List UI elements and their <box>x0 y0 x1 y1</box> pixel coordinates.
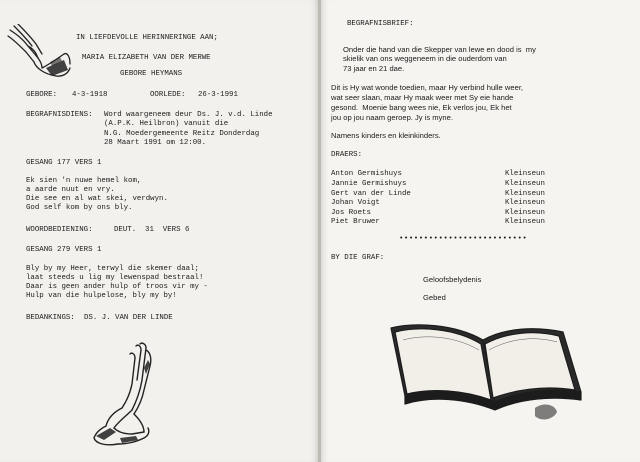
creed-item: Geloofsbelydenis <box>423 275 482 284</box>
hymn1-line: God self kom by ons bly. <box>26 204 133 212</box>
sermon-reference: DEUT. 31 VERS 6 <box>114 226 190 234</box>
verse-line: wat seer slaan, maar Hy maak weer met Sy eie hande <box>331 93 514 102</box>
verse-line: jou op jou naam geroep. Jy is myne. <box>331 113 453 122</box>
bearer-name: Johan Voigt <box>331 199 380 207</box>
open-bible-icon <box>385 320 585 430</box>
born-label: GEBORE: <box>26 91 58 99</box>
hymn1-line: Ek sien 'n nuwe hemel kom, <box>26 177 142 185</box>
from-line: Namens kinders en kleinkinders. <box>331 131 441 140</box>
deceased-name: MARIA ELIZABETH VAN DER MERWE <box>82 54 211 62</box>
maiden-name: GEBORE HEYMANS <box>120 70 183 78</box>
bearer-name: Anton Germishuys <box>331 170 402 178</box>
bearer-relation: Kleinseun <box>505 170 545 178</box>
bearer-relation: Kleinseun <box>505 209 545 217</box>
hymn2-title: GESANG 279 VERS 1 <box>26 246 102 254</box>
hymn2-line: Bly by my Heer, terwyl die skemer daal; <box>26 265 199 273</box>
bearer-relation: Kleinseun <box>505 218 545 226</box>
intro-line: skielik van ons weggeneem in die ouderdom van <box>343 54 507 63</box>
praying-hands-icon <box>6 24 74 80</box>
memorial-heading: IN LIEFDEVOLLE HERINNERINGE AAN; <box>76 34 218 42</box>
hymn2-line: Hulp van die hulpelose, bly my by! <box>26 292 177 300</box>
bearer-relation: Kleinseun <box>505 180 545 188</box>
thanks-text: DS. J. VAN DER LINDE <box>84 314 173 322</box>
hymn1-line: Die see en al wat skei, verdwyn. <box>26 195 168 203</box>
bearer-name: Piet Bruwer <box>331 218 380 226</box>
bearers-label: DRAERS: <box>331 151 363 159</box>
section-divider: •••••••••••••••••••••••••• <box>399 235 528 243</box>
bearer-name: Jannie Germishuys <box>331 180 407 188</box>
hymn1-line: a aarde nuut en vry. <box>26 186 115 194</box>
born-date: 4-3-1918 <box>72 91 108 99</box>
right-page <box>321 0 640 462</box>
service-line: (A.P.K. Heilbron) vanuit die <box>104 120 229 128</box>
verse-line: gesond. Moenie bang wees nie, Ek verlos jou, Ek het <box>331 103 512 112</box>
service-line: N.G. Moedergemeente Reitz Donderdag <box>104 130 260 138</box>
praying-hands-icon <box>84 340 164 450</box>
left-page <box>0 0 318 462</box>
thanks-label: BEDANKINGS: <box>26 314 75 322</box>
died-date: 26-3-1991 <box>198 91 238 99</box>
service-label: BEGRAFNISDIENS: <box>26 111 93 119</box>
hymn1-title: GESANG 177 VERS 1 <box>26 159 102 167</box>
sermon-label: WOORDBEDIENING: <box>26 226 93 234</box>
prayer-item: Gebed <box>423 293 446 302</box>
hymn2-line: laat steeds u lig my lewenspad bestraal! <box>26 274 204 282</box>
hymn2-line: Daar is geen ander hulp of troos vir my - <box>26 283 208 291</box>
died-label: OORLEDE: <box>150 91 186 99</box>
letter-heading: BEGRAFNISBRIEF: <box>347 20 414 28</box>
graveside-label: BY DIE GRAF: <box>331 254 385 262</box>
bearer-name: Gert van der Linde <box>331 190 411 198</box>
bearer-relation: Kleinseun <box>505 199 545 207</box>
service-line: 28 Maart 1991 om 12:00. <box>104 139 207 147</box>
service-line: Word waargeneem deur Ds. J. v.d. Linde <box>104 111 273 119</box>
bearer-name: Jos Roets <box>331 209 371 217</box>
bearer-relation: Kleinseun <box>505 190 545 198</box>
verse-line: Dit is Hy wat wonde toedien, maar Hy verbind hulle weer, <box>331 83 524 92</box>
intro-line: Onder die hand van die Skepper van lewe en dood is my <box>343 45 536 54</box>
intro-line: 73 jaar en 21 dae. <box>343 64 405 73</box>
